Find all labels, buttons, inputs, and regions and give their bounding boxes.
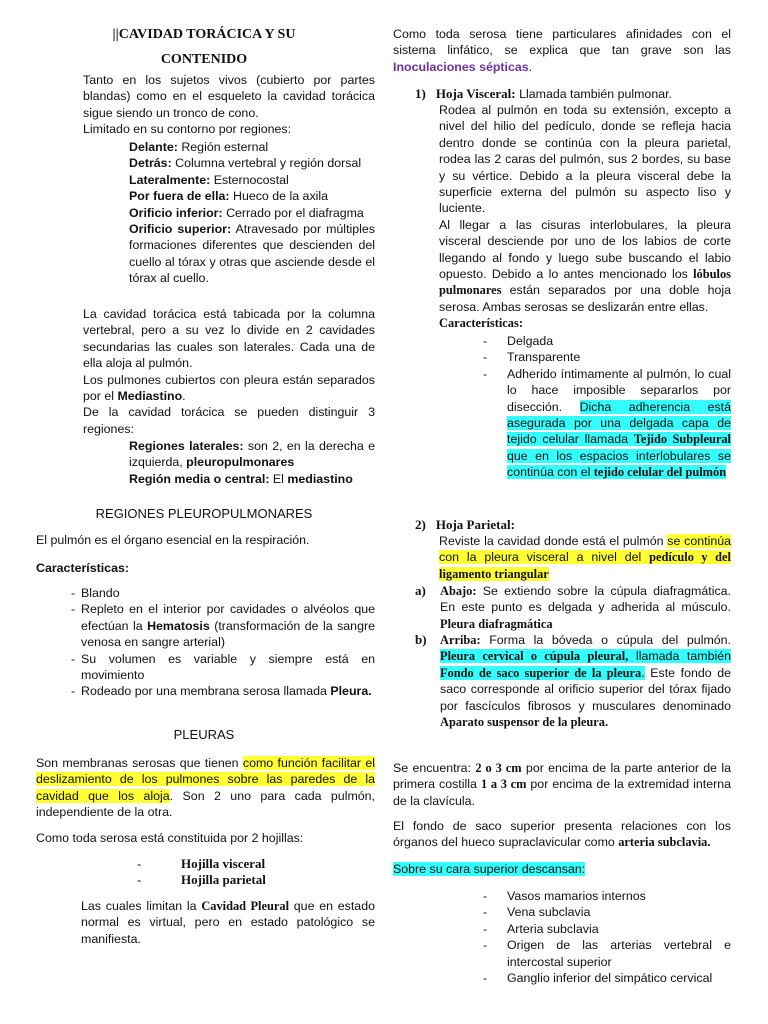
limitan-paragraph: Las cuales limitan la Cavidad Pleural que en estado normal es virtual, pero en estado patológico se manifiesta. [81,899,375,946]
se-encuentra-paragraph: Se encuentra: 2 o 3 cm por encima de la parte anterior de la primera costilla 1 a 3 cm por encima de la extremidad interna de la clavícula. [393,761,732,808]
list-item: - Arteria subclavia [483,921,599,936]
caract-heading: Características: [36,561,129,575]
list-item: - Hojilla visceral [137,856,266,871]
section-heading-regiones: REGIONES PLEUROPULMONARES [95,506,313,521]
descansan-list [483,888,731,986]
list-item: - Rodeado por una membrana serosa llamada Pleura. [71,684,372,699]
region-item: Delante: Región esternal [129,140,269,154]
list-item: - Repleto en el interior por cavidades o alvéolos que efectúan la Hematosis (transformación de la sangre venosa en sangre arterial) [71,602,375,650]
page-title-line2: CONTENIDO [160,52,248,67]
parietal-a-item: a) Abajo: Se extiendo sobre la cúpula diafragmática. En este punto es delgada y adherida al músculo. Pleura diafragmática [415,583,731,631]
visceral-paragraph-1: Rodea al pulmón en toda su extensión, excepto a nivel del hilio del pedículo, donde se refleja hacia dentro donde se continúa con la pleura parietal, rodea las 2 caras del pulmón, sus 2 bordes, su base y su vértice. Debido a la pleura visceral debe la superficie externa del pulmón su aspecto liso y luciente. [439,103,731,216]
region-item: Por fuera de ella: Hueco de la axila [129,189,329,204]
region-item: Orificio inferior: Cerrado por el diafragma [129,205,364,220]
tabicada-block [83,306,375,437]
intro-paragraph: Tanto en los sujetos vivos (cubierto por partes blandas) como en el esqueleto la cavidad torácica sigue siendo un tronco de cono. [83,73,375,120]
list-item: - Origen de las arterias vertebral e intercostal superior [483,938,731,969]
list-item: - Blando [71,586,120,600]
list-item: - Vena subclavia [483,905,591,920]
region-item: Detrás: Columna vertebral y región dorsal [129,156,362,171]
visceral-paragraph-2: Al llegar a las cisuras interlobulares, la pleura visceral desciende por uno de los labios de corte llegando al fondo y luego sube buscando el labio opuesto. Debido a lo antes mencionado los lóbulos pulmonares están separados por una doble hoja serosa. Ambas serosas se deslizarán entre ellas. [439,217,731,314]
parietal-paragraph: Reviste la cavidad donde está el pulmón se continúa con la pleura visceral a nivel del pedículo y del ligamento triangular [439,534,731,581]
list-item: - Vasos mamarios internos [483,889,646,903]
afinidades-paragraph: Como toda serosa tiene particulares afinidades con el sistema linfático, se explica que tan grave son las Inoculaciones sépticas. [393,27,731,74]
hojillas-intro: Como toda serosa está constituida por 2 hojillas: [36,831,304,845]
region-item: Lateralmente: Esternocostal [129,172,289,187]
region-media: Región media o central: El mediastino [129,471,353,486]
visceral-caract-heading: Características: [439,316,523,331]
pulmon-esencial: El pulmón es el órgano esencial en la respiración. [36,533,310,547]
caract-list [71,585,375,700]
hoja-parietal-heading: 2) Hoja Parietal: [415,517,515,532]
pulmones-paragraph: Los pulmones cubiertos con pleura están separados por el Mediastino. [83,372,375,404]
fondo-paragraph: El fondo de saco superior presenta relaciones con los órganos del hueco supraclavicular como arteria subclavia. [393,819,731,850]
list-item: - Adherido íntimamente al pulmón, lo cual lo hace imposible separarlos por disección. Dicha adherencia está asegurada por una delgada capa de tejido celular llamada Tejido Subpleural que en los espacios interlobulares se continúa con el tejido celular del pulmón [483,366,732,480]
page-title-line1: ||CAVIDAD TORÁCICA Y SU [112,27,296,42]
region-lateral: Regiones laterales: son 2, en la derecha e izquierda, pleuropulmonares [129,439,375,470]
intro-block [83,72,375,138]
regions-list [129,139,375,287]
hojillas-list [137,856,367,889]
hoja-visceral-heading: 1) Hoja Visceral: Llamada también pulmonar. [415,86,672,101]
descansan-heading: Sobre su cara superior descansan: [393,862,586,876]
limited-paragraph: Limitado en su contorno por regiones: [83,122,292,137]
list-item: - Su volumen es variable y siempre está en movimiento [71,651,375,683]
serosas-paragraph: Son membranas serosas que tienen como función facilitar el deslizamiento de los pulmones sobre las paredes de la cavidad que los aloja. Son 2 uno para cada pulmón, independiente de la otra. [36,756,375,820]
tabicada-paragraph: La cavidad torácica está tabicada por la columna vertebral, pero a su vez lo divide en 2 cavidades secundarias las cuales son laterales. Cada una de ella aloja al pulmón. [83,307,375,371]
distinguir-paragraph: De la cavidad torácica se pueden distinguir 3 regiones: [83,405,375,436]
parietal-b-item: b) Arriba: Forma la bóveda o cúpula del pulmón. Pleura cervical o cúpula pleural, llamada también Fondo de saco superior de la pleura. Este fondo de saco corresponde al orificio superior del tórax fijado por fascículos fibrosos y musculares denominado Aparato suspensor de la pleura. [415,632,732,730]
list-item: - Delgada [483,334,554,348]
visceral-block [439,102,731,332]
list-item: - Ganglio inferior del simpático cervical [483,971,713,986]
regiones-distinguir [129,438,375,487]
section-heading-pleuras: PLEURAS [173,727,235,742]
region-item: Orificio superior: Atravesado por múltiples formaciones diferentes que descienden del cuello al tórax y otras que asciende desde el tórax al cuello. [129,222,375,286]
list-item: - Transparente [483,350,581,365]
visceral-caract-list [483,333,731,481]
list-item: - Hojilla parietal [137,872,266,888]
